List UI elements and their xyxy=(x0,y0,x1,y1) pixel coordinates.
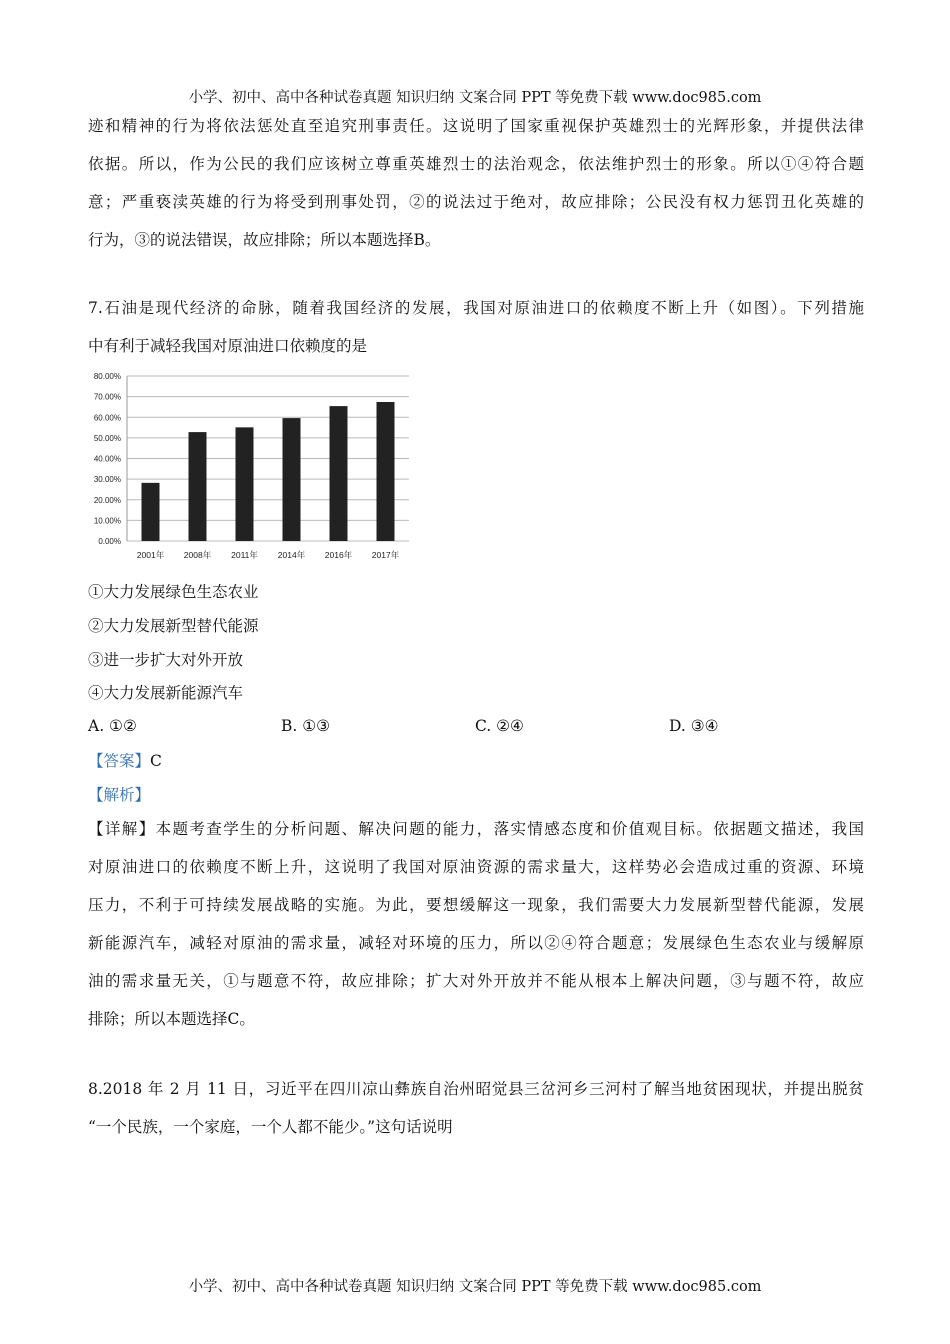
option-item: ③进一步扩大对外开放 xyxy=(88,651,244,669)
detail-line: 排除；所以本题选择C。 xyxy=(88,1010,255,1028)
detail-line: 新能源汽车，减轻对原油的需求量，减轻对环境的压力，所以②④符合题意；发展绿色生态农业与缓解原 xyxy=(88,934,864,952)
y-tick-label: 10.00% xyxy=(93,516,121,526)
text-line: 迹和精神的行为将依法惩处直至追究刑事责任。这说明了国家重视保护英雄烈士的光辉形象，并提供法律 xyxy=(88,117,864,135)
y-tick-label: 40.00% xyxy=(93,454,121,464)
analysis-tag: 【解析】 xyxy=(88,786,151,804)
y-tick-label: 30.00% xyxy=(93,475,121,485)
answer-tag: 【答案】 xyxy=(88,752,151,770)
x-tick-label: 2014年 xyxy=(277,550,306,560)
option-item: ①大力发展绿色生态农业 xyxy=(88,583,259,601)
detail-line: 对原油进口的依赖度不断上升，这说明了我国对原油资源的需求量大，这样势必会造成过重的资源、环境 xyxy=(88,858,864,876)
x-tick-label: 2001年 xyxy=(136,550,165,560)
bar xyxy=(189,432,207,541)
answer-line xyxy=(88,751,864,771)
question-7-stem: 中有利于减轻我国对原油进口依赖度的是 xyxy=(88,337,368,355)
text-line: 意；严重亵渎英雄的行为将受到刑事处罚，②的说法过于绝对，故应排除；公民没有权力惩罚丑化英雄的 xyxy=(88,193,864,211)
detail-line: 油的需求量无关，①与题意不符，故应排除；扩大对外开放并不能从根本上解决问题，③与题不符，故应 xyxy=(88,972,864,990)
y-tick-label: 70.00% xyxy=(93,392,121,402)
detail-line: 【详解】本题考查学生的分析问题、解决问题的能力，落实情感态度和价值观目标。依据题文描述，我国 xyxy=(88,820,864,838)
y-tick-label: 50.00% xyxy=(93,433,121,443)
option-item: ②大力发展新型替代能源 xyxy=(88,617,259,635)
x-tick-label: 2017年 xyxy=(371,550,400,560)
question-7-stem: 7.石油是现代经济的命脉，随着我国经济的发展，我国对原油进口的依赖度不断上升（如图）。下列措施 xyxy=(88,299,864,317)
y-tick-label: 80.00% xyxy=(93,372,121,381)
text-line: 行为，③的说法错误，故应排除；所以本题选择B。 xyxy=(88,231,441,249)
text-line: 依据。所以，作为公民的我们应该树立尊重英雄烈士的法治观念，依法维护烈士的形象。所以①④符合题 xyxy=(88,155,864,173)
bar xyxy=(236,427,254,541)
option-item: ④大力发展新能源汽车 xyxy=(88,684,244,702)
y-tick-label: 0.00% xyxy=(98,537,121,546)
y-tick-label: 20.00% xyxy=(93,495,121,505)
y-tick-label: 60.00% xyxy=(93,413,121,423)
choice-a: A. ①② xyxy=(88,717,137,735)
x-tick-label: 2016年 xyxy=(324,550,353,560)
bar xyxy=(283,418,301,541)
question-8-stem: “一个民族，一个家庭，一个人都不能少。”这句话说明 xyxy=(88,1118,453,1136)
choice-c: C. ②④ xyxy=(475,717,524,735)
bar xyxy=(330,406,348,541)
bar xyxy=(142,483,160,541)
answer-value: C xyxy=(150,752,162,770)
choice-b: B. ①③ xyxy=(281,717,331,735)
bar xyxy=(377,402,395,541)
x-tick-label: 2008年 xyxy=(183,550,212,560)
question-8-stem: 8.2018 年 2 月 11 日，习近平在四川凉山彝族自治州昭觉县三岔河乡三河村了解当地贫困现状，并提出脱贫 xyxy=(88,1080,864,1098)
page-footer: 小学、初中、高中各种试卷真题 知识归纳 文案合同 PPT 等免费下载 www.doc985.com xyxy=(188,1279,762,1295)
choice-d: D. ③④ xyxy=(669,717,719,735)
x-tick-label: 2011年 xyxy=(231,550,258,560)
detail-line: 压力，不利于可持续发展战略的实施。为此，要想缓解这一现象，我们需要大力发展新型替代能源，发展 xyxy=(88,896,864,914)
oil-dependency-bar-chart xyxy=(85,365,415,565)
page-header: 小学、初中、高中各种试卷真题 知识归纳 文案合同 PPT 等免费下载 www.doc985.com xyxy=(188,90,762,106)
